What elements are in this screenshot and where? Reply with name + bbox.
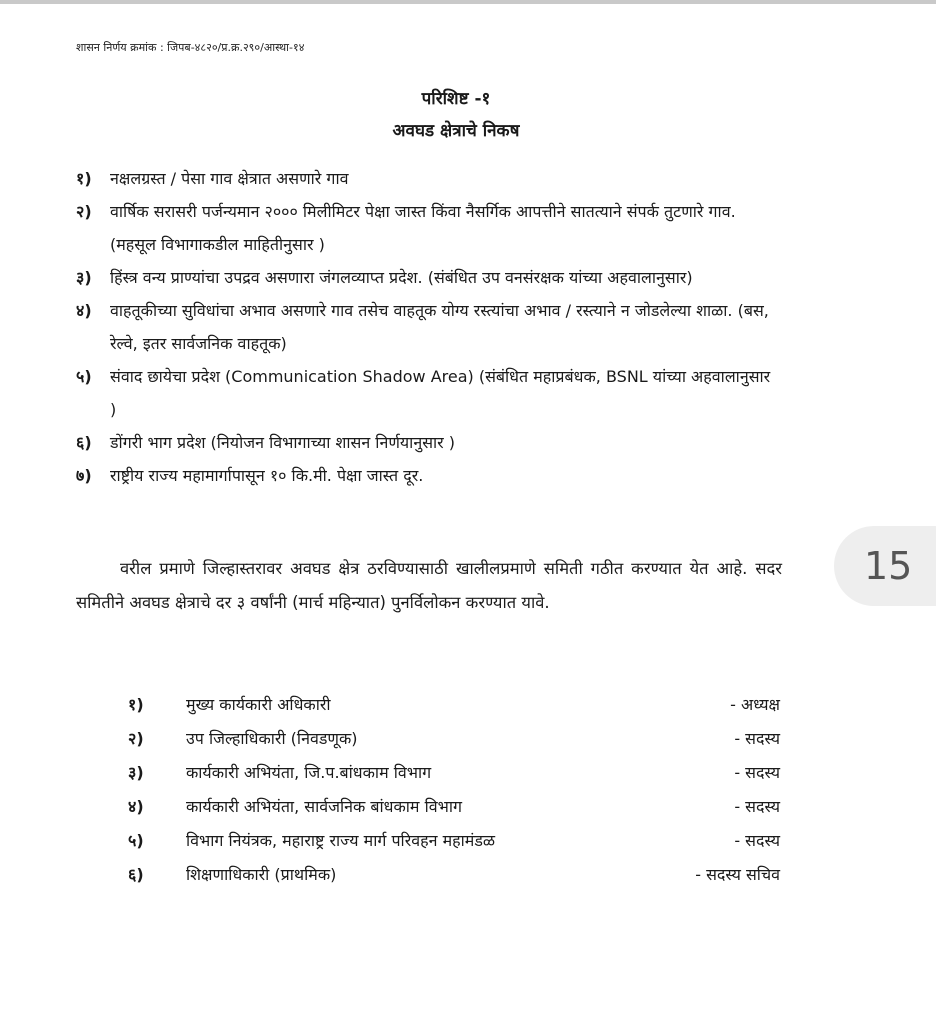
member-name: उप जिल्हाधिकारी (निवडणूक) [186, 729, 358, 748]
criteria-item [76, 360, 776, 426]
criteria-text: राष्ट्रीय राज्य महामार्गापासून १० कि.मी. पेक्षा जास्त दूर. [110, 466, 424, 485]
criteria-text: हिंस्त्र वन्य प्राण्यांचा उपद्रव असणारा जंगलव्याप्त प्रदेश. (संबंधित उप वनसंरक्षक यांच्या अहवालानुसार) [110, 268, 693, 287]
member-number: ४) [128, 797, 144, 816]
criteria-text: संवाद छायेचा प्रदेश (Communication Shadow Area) (संबंधित महाप्रबंधक, BSNL यांच्या अहवालानुसार ) [110, 367, 771, 419]
member-number: २) [128, 729, 144, 748]
committee-member [128, 824, 788, 858]
member-role: - अध्यक्ष [730, 695, 780, 714]
member-name: कार्यकारी अभियंता, जि.प.बांधकाम विभाग [186, 763, 432, 782]
committee-paragraph: वरील प्रमाणे जिल्हास्तरावर अवघड क्षेत्र ठरविण्यासाठी खालीलप्रमाणे समिती गठीत करण्यात येत आहे. सदर समितीने अवघड क्षेत्राचे दर ३ वर्षांनी (मार्च महिन्यात) पुनर्विलोकन करण्यात यावे. [76, 559, 782, 612]
criteria-number: ५) [76, 367, 92, 386]
page-number: 15 [864, 544, 913, 588]
member-role: - सदस्य [734, 729, 780, 748]
criteria-number: ३) [76, 268, 92, 287]
criteria-number: १) [76, 169, 92, 188]
criteria-number: २) [76, 202, 92, 221]
page-number-badge [834, 526, 936, 606]
member-role: - सदस्य [734, 797, 780, 816]
criteria-text: वाहतूकीच्या सुविधांचा अभाव असणारे गाव तसेच वाहतूक योग्य रस्त्यांचा अभाव / रस्त्याने न जोडलेल्या शाळा. (बस, रेल्वे, इतर सार्वजनिक वाहतूक) [110, 301, 769, 353]
committee-list [128, 688, 788, 892]
order-reference: शासन निर्णय क्रमांक : जिपब-४८२०/प्र.क्र.२९०/आस्था-१४ [76, 41, 305, 54]
criteria-item [76, 426, 776, 459]
criteria-item [76, 261, 776, 294]
criteria-number: ७) [76, 466, 92, 485]
committee-member [128, 858, 788, 892]
member-role: - सदस्य [734, 763, 780, 782]
member-name: शिक्षणाधिकारी (प्राथमिक) [186, 865, 337, 884]
criteria-text: नक्षलग्रस्त / पेसा गाव क्षेत्रात असणारे गाव [110, 169, 349, 188]
criteria-number: ४) [76, 301, 92, 320]
criteria-number: ६) [76, 433, 92, 452]
top-divider [0, 0, 936, 4]
criteria-item [76, 195, 776, 261]
member-number: ३) [128, 763, 144, 782]
member-number: ५) [128, 831, 144, 850]
committee-member [128, 688, 788, 722]
criteria-text: डोंगरी भाग प्रदेश (नियोजन विभागाच्या शासन निर्णयानुसार ) [110, 433, 456, 452]
committee-member [128, 756, 788, 790]
criteria-item [76, 294, 776, 360]
member-name: कार्यकारी अभियंता, सार्वजनिक बांधकाम विभाग [186, 797, 463, 816]
criteria-item [76, 162, 776, 195]
member-number: ६) [128, 865, 144, 884]
member-number: १) [128, 695, 144, 714]
criteria-text: वार्षिक सरासरी पर्जन्यमान २००० मिलीमिटर पेक्षा जास्त किंवा नैसर्गिक आपत्तीने सातत्याने संपर्क तुटणारे गाव. (महसूल विभागाकडील माहितीनुसार ) [110, 202, 736, 254]
committee-member [128, 790, 788, 824]
criteria-list [76, 162, 776, 492]
member-name: विभाग नियंत्रक, महाराष्ट्र राज्य मार्ग परिवहन महामंडळ [186, 831, 496, 850]
appendix-subtitle: अवघड क्षेत्राचे निकष [392, 121, 520, 141]
member-role: - सदस्य [734, 831, 780, 850]
appendix-title: परिशिष्ट -१ [421, 89, 491, 109]
member-role: - सदस्य सचिव [695, 865, 780, 884]
member-name: मुख्य कार्यकारी अधिकारी [186, 695, 331, 714]
committee-member [128, 722, 788, 756]
criteria-item [76, 459, 776, 492]
